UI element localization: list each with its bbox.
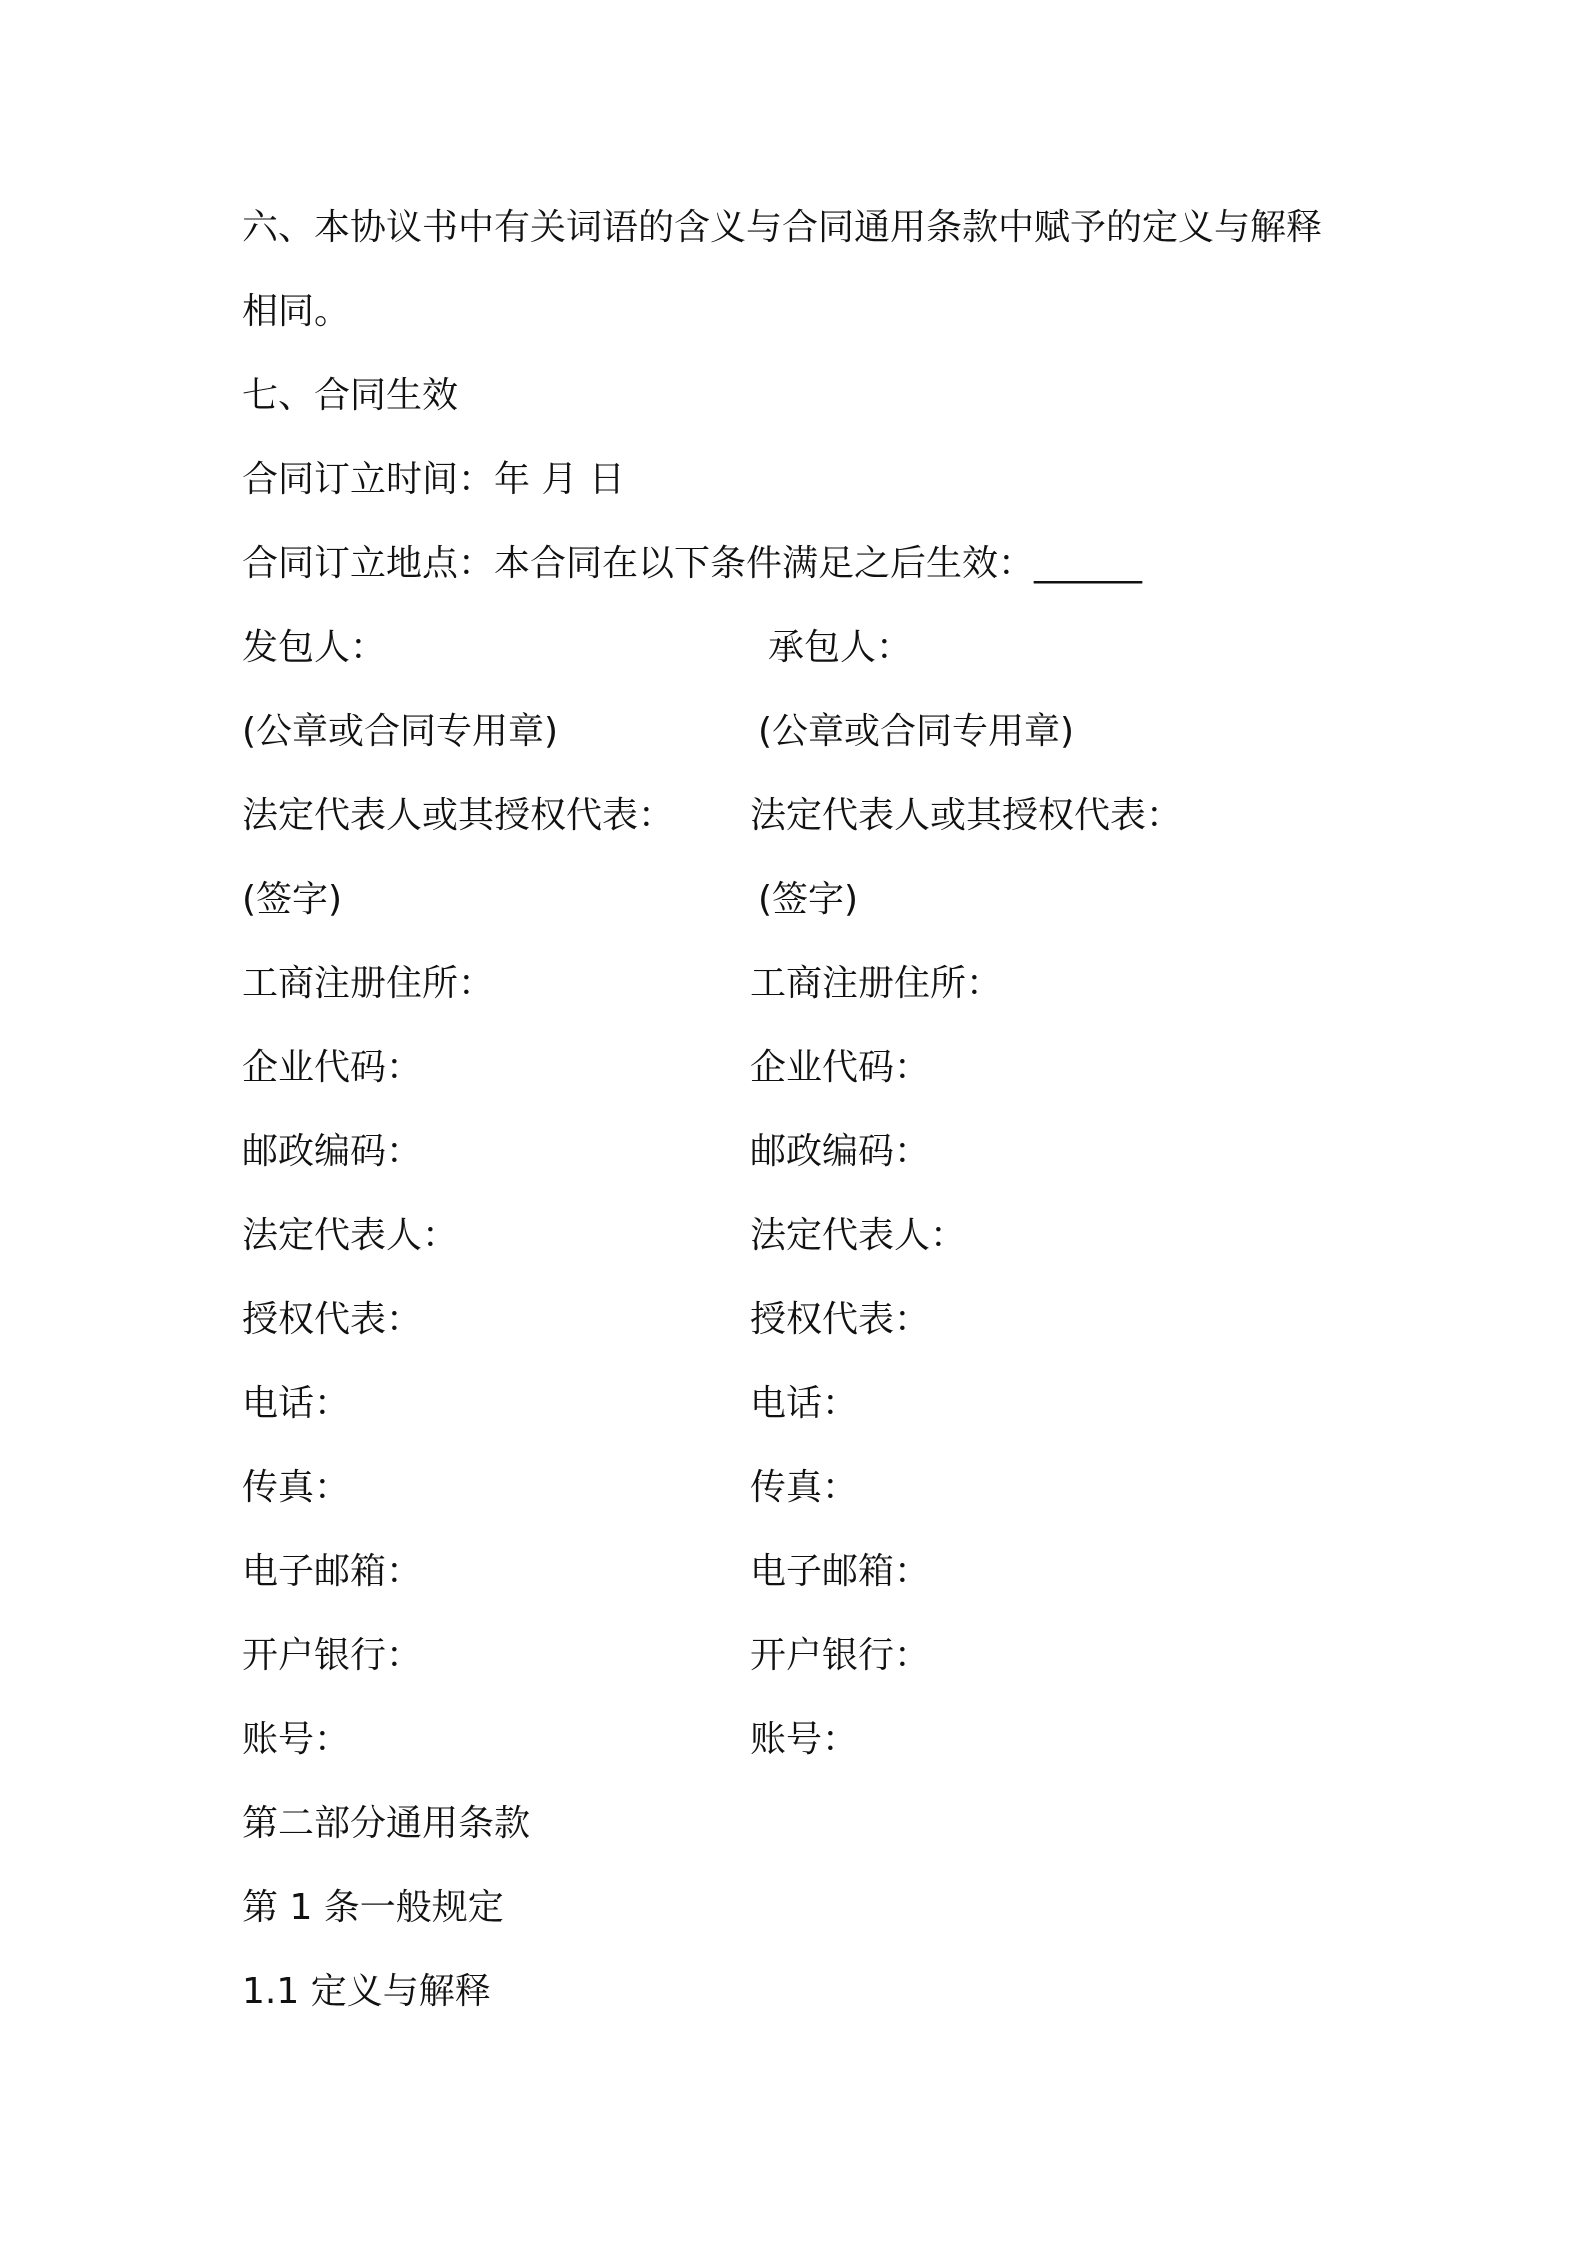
part-2-heading: 第二部分通用条款 xyxy=(242,1803,531,1844)
employer-legal-rep: 法定代表人： xyxy=(242,1215,459,1256)
article-1-heading: 第 1 条一般规定 xyxy=(242,1887,504,1928)
employer-label: 发包人： xyxy=(242,627,387,668)
contractor-label: 承包人： xyxy=(768,627,913,668)
contractor-address: 工商注册住所： xyxy=(750,963,1003,1004)
employer-company-code: 企业代码： xyxy=(242,1047,423,1088)
employer-seal: (公章或合同专用章) xyxy=(242,711,559,752)
contractor-email: 电子邮箱： xyxy=(750,1551,931,1592)
contractor-account: 账号： xyxy=(750,1719,859,1760)
contractor-fax: 传真： xyxy=(750,1467,859,1508)
clause-7-heading: 七、合同生效 xyxy=(242,375,459,416)
employer-authorized-rep: 授权代表： xyxy=(242,1299,423,1340)
employer-account: 账号： xyxy=(242,1719,351,1760)
employer-bank: 开户银行： xyxy=(242,1635,423,1676)
employer-signature: (签字) xyxy=(242,879,343,920)
employer-representative: 法定代表人或其授权代表： xyxy=(242,795,675,836)
contractor-legal-rep: 法定代表人： xyxy=(750,1215,967,1256)
contractor-seal: (公章或合同专用章) xyxy=(758,711,1075,752)
employer-phone: 电话： xyxy=(242,1383,351,1424)
contractor-bank: 开户银行： xyxy=(750,1635,931,1676)
employer-address: 工商注册住所： xyxy=(242,963,495,1004)
contractor-postcode: 邮政编码： xyxy=(750,1131,931,1172)
employer-fax: 传真： xyxy=(242,1467,351,1508)
clause-6-line-2: 相同。 xyxy=(242,291,351,332)
contract-sign-place: 合同订立地点：本合同在以下条件满足之后生效：______ xyxy=(242,543,1143,584)
clause-6-line-1: 六、本协议书中有关词语的含义与合同通用条款中赋予的定义与解释 xyxy=(242,207,1323,248)
contractor-phone: 电话： xyxy=(750,1383,859,1424)
contractor-representative: 法定代表人或其授权代表： xyxy=(750,795,1183,836)
employer-email: 电子邮箱： xyxy=(242,1551,423,1592)
contractor-signature: (签字) xyxy=(758,879,859,920)
contractor-company-code: 企业代码： xyxy=(750,1047,931,1088)
employer-postcode: 邮政编码： xyxy=(242,1131,423,1172)
section-1-1-heading: 1.1 定义与解释 xyxy=(242,1971,491,2012)
contract-sign-time: 合同订立时间：年 月 日 xyxy=(242,459,625,500)
contractor-authorized-rep: 授权代表： xyxy=(750,1299,931,1340)
